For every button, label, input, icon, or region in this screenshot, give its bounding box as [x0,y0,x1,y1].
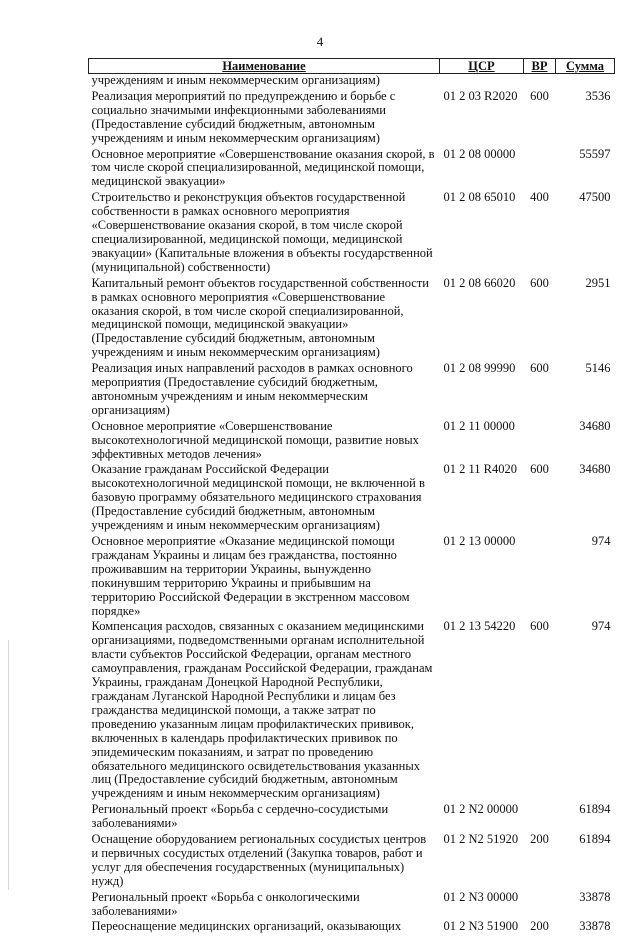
row-sum: 47500 [579,190,611,205]
row-csr: 01 2 N3 51900 [443,919,519,934]
row-csr: 01 2 13 00000 [443,534,516,548]
header-sum: Сумма [556,59,615,74]
row-name: Капитальный ремонт объектов государственной собственности в рамках основного мероприятия «Совершенствование оказания скорой, в том числе скорой специализированной, медицинской помощи, медицинской эвакуации» (Предоставление субсидий бюджетным, автономным учреждениям и иным некоммерческим организациям) [91,275,429,360]
row-vr [524,148,556,192]
row-vr: 400 [530,190,549,205]
row-vr [524,891,556,921]
row-csr: 01 2 08 65010 [443,190,516,205]
row-vr [524,535,556,620]
row-csr: 01 2 08 66020 [443,275,516,290]
row-csr: 01 2 11 R4020 [443,462,517,477]
row-vr [524,74,556,90]
header-csr: ЦСР [440,59,524,74]
table-row [89,620,615,803]
row-sum: 55597 [579,146,611,161]
header-vr: ВР [524,59,556,74]
table-header-row [89,59,615,74]
row-name: Реализация иных направлений расходов в рамках основного мероприятия (Предоставление субсидий бюджетным, автономным учреждениям и иным некоммерческим организациям) [91,361,413,417]
row-csr: 01 2 11 00000 [443,418,515,433]
table-row [89,891,615,921]
row-sum: 33878 [579,919,611,934]
budget-table [88,58,615,936]
row-sum: 34680 [579,462,611,477]
row-csr: 01 2 08 99990 [443,361,516,376]
table-row [89,362,615,420]
row-csr: 01 2 N2 51920 [443,832,519,847]
row-sum: 5146 [585,361,611,376]
row-csr: 01 2 08 00000 [443,146,516,161]
row-csr: 01 2 13 54220 [443,619,516,634]
row-name: Оказание гражданам Российской Федерации высокотехнологичной медицинской помощи, не включенной в базовую программу обязательного медицинского страхования (Предоставление субсидий бюджетным, автономным учреждениям и иным некоммерческим организациям) [91,462,425,533]
row-vr [524,803,556,833]
table-row [89,535,615,620]
row-name: Основное мероприятие «Совершенствование высокотехнологичной медицинской помощи, развитие новых эффективных методов лечения» [91,418,419,461]
table-row [89,833,615,891]
row-sum: 61894 [579,802,611,817]
table-row [89,277,615,362]
table-row [89,803,615,833]
row-sum: 2951 [585,275,611,290]
row-vr: 200 [530,832,549,847]
row-csr: 01 2 03 R2020 [443,88,518,103]
row-name: Основное мероприятие «Оказание медицинской помощи гражданам Украины и лицам без гражданства, постоянно проживавшим на территории Украины, вынужденно покинувшим территорию Украины и прибывшим на территорию Российской Федерации в экстренном массовом порядке» [91,534,410,618]
row-sum: 3536 [585,88,611,103]
row-sum [556,74,615,90]
row-sum: 61894 [579,832,611,847]
row-vr: 600 [530,361,549,376]
row-name: Компенсация расходов, связанных с оказанием медицинскими организациями, подведомственными органам исполнительной власти субъектов Российской Федерации, органам местного самоуправления, гражданам Российской Федерации, гражданам Украины, гражданам Донецкой Народной Республики, гражданам Луганской Народной Республики и лицам без гражданства медицинской помощи, а также затрат по проведению указанным лицам профилактических прививок, включенных в календарь профилактических прививок по эпидемическим показаниям, и затрат по проведению обязательного медицинского освидетельствования указанных лиц (Предоставление субсидий бюджетным, автономным учреждениям и иным некоммерческим организациям) [91,619,433,801]
row-vr: 600 [530,619,549,634]
page-number: 4 [316,34,324,49]
row-vr [524,420,556,464]
table-row [89,148,615,192]
table-row [89,191,615,276]
row-name: Региональный проект «Борьба с сердечно-сосудистыми заболеваниями» [91,802,389,831]
row-name: Переоснащение медицинских организаций, оказывающих [91,919,402,934]
row-csr: 01 2 N3 00000 [443,889,519,904]
row-vr: 600 [530,462,549,477]
table-row [89,463,615,535]
row-name: Основное мероприятие «Совершенствование оказания скорой, в том числе скорой специализированной, медицинской помощи, медицинской эвакуации» [91,146,435,189]
scan-edge-line [8,640,9,890]
row-name: Региональный проект «Борьба с онкологическими заболеваниями» [91,889,360,918]
header-name: Наименование [89,59,440,74]
row-sum: 33878 [579,889,611,904]
row-sum: 34680 [579,418,611,433]
row-name: Оснащение оборудованием региональных сосудистых центров и первичных сосудистых отделений (Закупка товаров, работ и услуг для обеспечения государственных (муниципальных) нужд) [91,832,427,888]
table-row [89,90,615,148]
row-vr: 600 [530,88,549,103]
row-csr [440,74,524,90]
row-name: учреждениям и иным некоммерческим организациям) [91,73,380,87]
table-row [89,74,615,90]
row-name: Строительство и реконструкция объектов государственной собственности в рамках основного мероприятия «Совершенствование оказания скорой, в том числе скорой специализированной, медицинской помощи, медицинской эвакуации» (Капитальные вложения в объекты государственной (муниципальной) собственности) [91,190,433,274]
row-sum: 974 [591,619,611,634]
row-sum: 974 [591,534,611,548]
row-csr: 01 2 N2 00000 [443,802,519,817]
table-row [89,920,615,936]
row-name: Реализация мероприятий по предупреждению и борьбе с социально значимыми инфекционными заболеваниями (Предоставление субсидий бюджетным, автономным учреждениям и иным некоммерческим организациям) [91,88,396,145]
table-row [89,420,615,464]
row-vr: 200 [530,919,549,934]
row-vr: 600 [530,275,549,290]
